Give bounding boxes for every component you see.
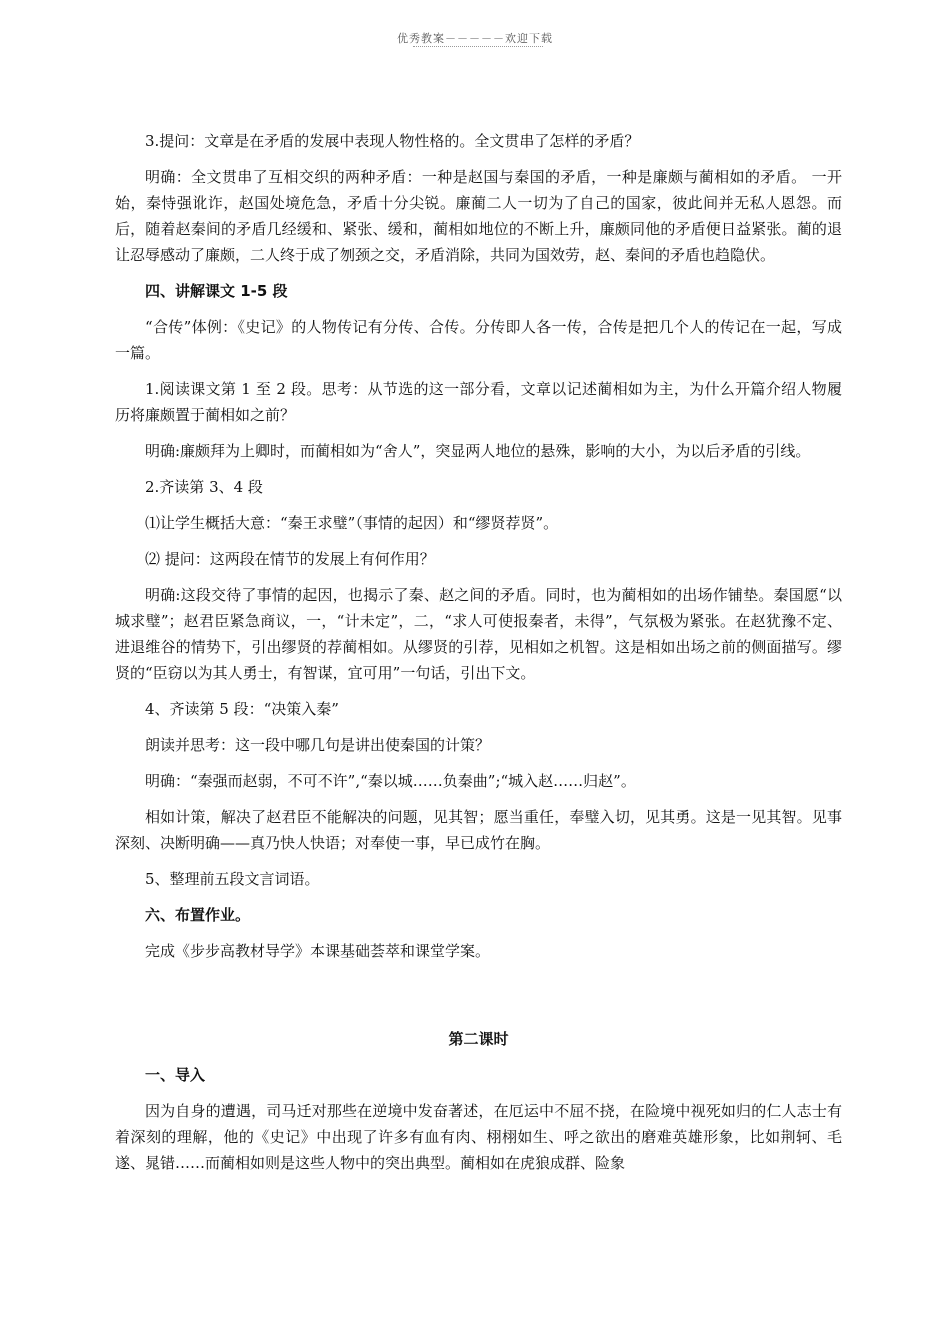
question-paragraph: ⑵ 提问：这两段在情节的发展上有何作用？ [145, 550, 435, 568]
document-body [115, 128, 842, 1186]
body-paragraph: 4、齐读第 5 段：“决策入秦” [145, 700, 339, 718]
answer-paragraph: 明确:廉颇拜为上卿时，而蔺相如为“舍人”，突显两人地位的悬殊，影响的大小，为以后矛盾的引线。 [145, 442, 811, 460]
answer-paragraph: 明确：“秦强而赵弱，不可不许”,“秦以城……负秦曲”;“城入赵……归赵”。 [145, 772, 636, 790]
spacer [115, 974, 842, 1026]
section-heading: 四、讲解课文 1-5 段 [145, 282, 288, 300]
question-paragraph: 1.阅读课文第 1 至 2 段。思考：从节选的这一部分看，文章以记述蔺相如为主，为什么开篇介绍人物履历将廉颇置于蔺相如之前？ [115, 380, 842, 424]
body-paragraph: 5、整理前五段文言词语。 [145, 870, 320, 888]
header-divider [413, 46, 543, 47]
question-paragraph: 3.提问：文章是在矛盾的发展中表现人物性格的。全文贯串了怎样的矛盾？ [145, 132, 640, 150]
body-paragraph: 相如计策，解决了赵君臣不能解决的问题，见其智；愿当重任，奉璧入切，见其勇。这是一见其智。见事深刻、决断明确——真乃快人快语；对奉使一事，早已成竹在胸。 [115, 808, 842, 852]
homework-paragraph: 完成《步步高教材导学》本课基础荟萃和课堂学案。 [145, 942, 491, 960]
intro-paragraph: 因为自身的遭遇，司马迁对那些在逆境中发奋著述，在厄运中不屈不挠，在险境中视死如归的仁人志士有着深刻的理解，他的《史记》中出现了许多有血有肉、栩栩如生、呼之欲出的磨难英雄形象，比如荆轲、毛遂、晁错……而蔺相如则是这些人物中的突出典型。蔺相如在虎狼成群、险象 [115, 1102, 842, 1172]
answer-paragraph: 明确：全文贯串了互相交织的两种矛盾：一种是赵国与秦国的矛盾，一种是廉颇与蔺相如的矛盾。 一开始，秦恃强讹诈，赵国处境危急，矛盾十分尖锐。廉蔺二人一切为了自己的国家，彼此间并无私人恩怨。而后，随着赵秦间的矛盾几经缓和、紧张、缓和，蔺相如地位的不断上升，廉颇同他的矛盾便日益紧张。蔺的退让忍辱感动了廉颇，二人终于成了刎颈之交，矛盾消除，共同为国效劳，赵、秦间的矛盾也趋隐伏。 [115, 168, 842, 264]
question-paragraph: 朗读并思考：这一段中哪几句是讲出使秦国的计策？ [145, 736, 491, 754]
answer-paragraph: 明确:这段交待了事情的起因，也揭示了秦、赵之间的矛盾。同时，也为蔺相如的出场作铺垫。秦国愿“以城求璧”；赵君臣紧急商议，一，“计未定”，二，“求人可使报秦者，未得”，气氛极为紧张。在赵犹豫不定、进退维谷的情势下，引出缪贤的荐蔺相如。从缪贤的引荐，见相如之机智。这是相如出场之前的侧面描写。缪贤的“臣窃以为其人勇士，有智谋，宜可用”一句话，引出下文。 [115, 586, 842, 682]
body-paragraph: 2.齐读第 3、4 段 [145, 478, 263, 496]
page-header: 优秀教案－－－－－欢迎下载 [397, 32, 553, 45]
lesson-title: 第二课时 [448, 1030, 509, 1048]
section-heading: 六、布置作业。 [145, 906, 251, 924]
body-paragraph: ⑴让学生概括大意：“秦王求璧”（事情的起因）和“缪贤荐贤”。 [145, 514, 559, 532]
body-paragraph: “合传”体例：《史记》的人物传记有分传、合传。分传即人各一传，合传是把几个人的传记在一起，写成一篇。 [115, 318, 842, 362]
section-heading: 一、导入 [145, 1066, 206, 1084]
